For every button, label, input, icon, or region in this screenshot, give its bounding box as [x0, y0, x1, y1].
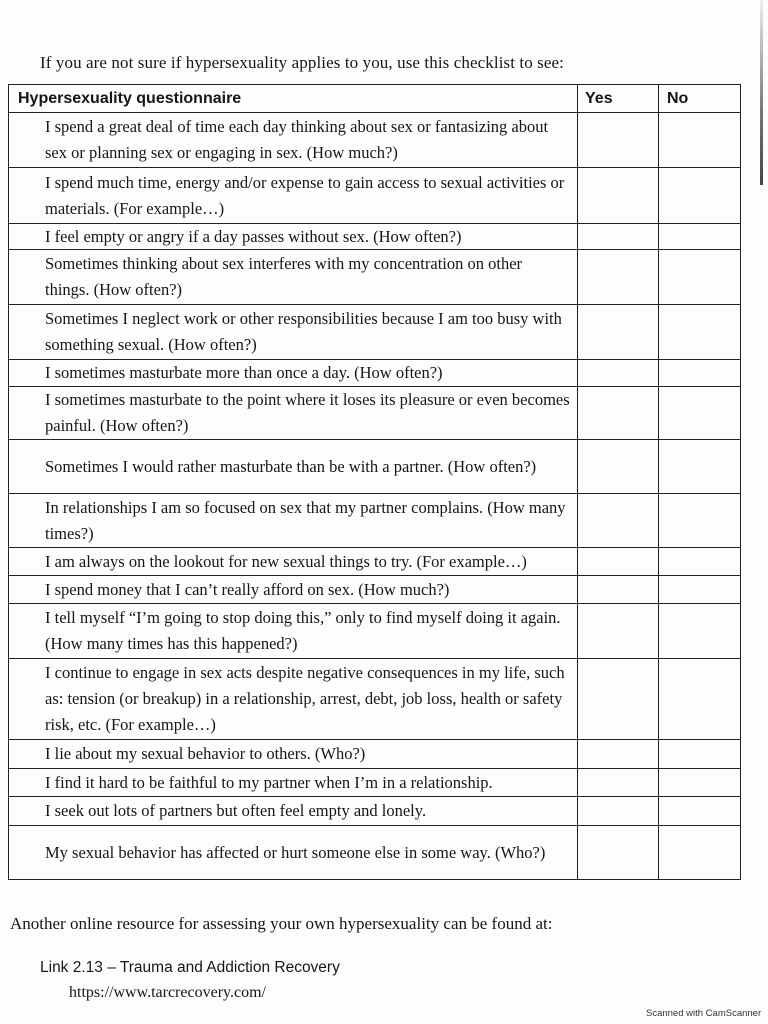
no-checkbox-cell[interactable] [660, 387, 740, 439]
question-text: In relationships I am so focused on sex that my partner complains. (How many times?) [45, 497, 566, 543]
yes-checkbox-cell[interactable] [579, 387, 657, 439]
no-checkbox-cell[interactable] [660, 360, 740, 386]
table-row [9, 168, 740, 224]
no-checkbox-cell[interactable] [660, 548, 740, 575]
yes-checkbox-cell[interactable] [579, 826, 657, 879]
yes-checkbox-cell[interactable] [579, 769, 657, 796]
no-checkbox-cell[interactable] [660, 740, 740, 768]
no-checkbox-cell[interactable] [660, 576, 740, 603]
intro-text: If you are not sure if hypersexuality applies to you, use this checklist to see: [40, 53, 565, 72]
table-row [9, 250, 740, 305]
table-row [9, 548, 740, 576]
question-text: I seek out lots of partners but often feel empty and lonely. [45, 801, 427, 820]
table-row [9, 604, 740, 659]
question-text: Sometimes I would rather masturbate than be with a partner. (How often?) [45, 456, 537, 476]
no-checkbox-cell[interactable] [660, 168, 740, 223]
no-checkbox-cell[interactable] [660, 826, 740, 879]
table-row [9, 769, 740, 797]
question-text: I feel empty or angry if a day passes without sex. (How often?) [45, 226, 462, 246]
yes-checkbox-cell[interactable] [579, 113, 657, 167]
question-text: I spend a great deal of time each day thinking about sex or fantasizing about sex or planning sex or engaging in sex. (How much?) [45, 117, 549, 162]
table-row [9, 305, 740, 360]
question-text: I sometimes masturbate to the point where it loses its pleasure or even becomes painful. (How often?) [45, 390, 570, 435]
question-text: Sometimes thinking about sex interferes with my concentration on other things. (How often?) [45, 254, 523, 299]
table-row [9, 387, 740, 440]
page-edge-shadow [760, 0, 763, 185]
yes-checkbox-cell[interactable] [579, 168, 657, 223]
column-divider-yes [577, 85, 578, 879]
header-question: Hypersexuality questionnaire [18, 90, 242, 107]
no-checkbox-cell[interactable] [660, 250, 740, 304]
yes-checkbox-cell[interactable] [579, 604, 657, 658]
no-checkbox-cell[interactable] [660, 797, 740, 825]
questionnaire-table [8, 84, 741, 880]
yes-checkbox-cell[interactable] [579, 440, 657, 493]
yes-checkbox-cell[interactable] [579, 494, 657, 547]
link-title: Link 2.13 – Trauma and Addiction Recovery [40, 959, 340, 976]
scanner-watermark: Scanned with CamScanner [646, 1008, 762, 1019]
yes-checkbox-cell[interactable] [579, 797, 657, 825]
table-row [9, 440, 740, 494]
table-row [9, 224, 740, 250]
yes-checkbox-cell[interactable] [579, 548, 657, 575]
question-text: I spend much time, energy and/or expense to gain access to sexual activities or materials. (For example…) [45, 172, 565, 218]
yes-checkbox-cell[interactable] [579, 224, 657, 249]
question-text: I tell myself “I’m going to stop doing this,” only to find myself doing it again. (How many times has this happened?) [45, 608, 561, 653]
question-text: I continue to engage in sex acts despite negative consequences in my life, such as: tension (or breakup) in a relationship, arrest, debt, job loss, health or safety risk, etc. (For example…) [45, 663, 565, 734]
header-yes: Yes [585, 90, 613, 107]
no-checkbox-cell[interactable] [660, 494, 740, 547]
question-text: I spend money that I can’t really afford on sex. (How much?) [45, 579, 450, 599]
no-checkbox-cell[interactable] [660, 305, 740, 359]
question-text: My sexual behavior has affected or hurt someone else in some way. (Who?) [45, 842, 546, 862]
no-checkbox-cell[interactable] [660, 659, 740, 739]
yes-checkbox-cell[interactable] [579, 250, 657, 304]
yes-checkbox-cell[interactable] [579, 659, 657, 739]
link-url[interactable]: https://www.tarcrecovery.com/ [69, 984, 266, 1001]
no-checkbox-cell[interactable] [660, 113, 740, 167]
no-checkbox-cell[interactable] [660, 604, 740, 658]
question-text: I sometimes masturbate more than once a day. (How often?) [45, 363, 443, 382]
table-row [9, 659, 740, 740]
table-row [9, 576, 740, 604]
table-row [9, 826, 740, 879]
no-checkbox-cell[interactable] [660, 440, 740, 493]
table-row [9, 360, 740, 387]
table-header [9, 85, 740, 113]
header-no: No [667, 90, 689, 107]
resource-text: Another online resource for assessing your own hypersexuality can be found at: [10, 914, 553, 933]
column-divider-no [658, 85, 659, 879]
no-checkbox-cell[interactable] [660, 224, 740, 249]
question-text: I am always on the lookout for new sexual things to try. (For example…) [45, 551, 527, 571]
no-checkbox-cell[interactable] [660, 769, 740, 796]
question-text: Sometimes I neglect work or other responsibilities because I am too busy with something sexual. (How often?) [45, 309, 562, 354]
question-text: I find it hard to be faithful to my partner when I’m in a relationship. [45, 772, 493, 792]
table-row [9, 113, 740, 168]
table-row [9, 494, 740, 548]
yes-checkbox-cell[interactable] [579, 576, 657, 603]
yes-checkbox-cell[interactable] [579, 740, 657, 768]
yes-checkbox-cell[interactable] [579, 305, 657, 359]
question-text: I lie about my sexual behavior to others. (Who?) [45, 744, 366, 763]
table-row [9, 797, 740, 826]
yes-checkbox-cell[interactable] [579, 360, 657, 386]
table-row [9, 740, 740, 769]
